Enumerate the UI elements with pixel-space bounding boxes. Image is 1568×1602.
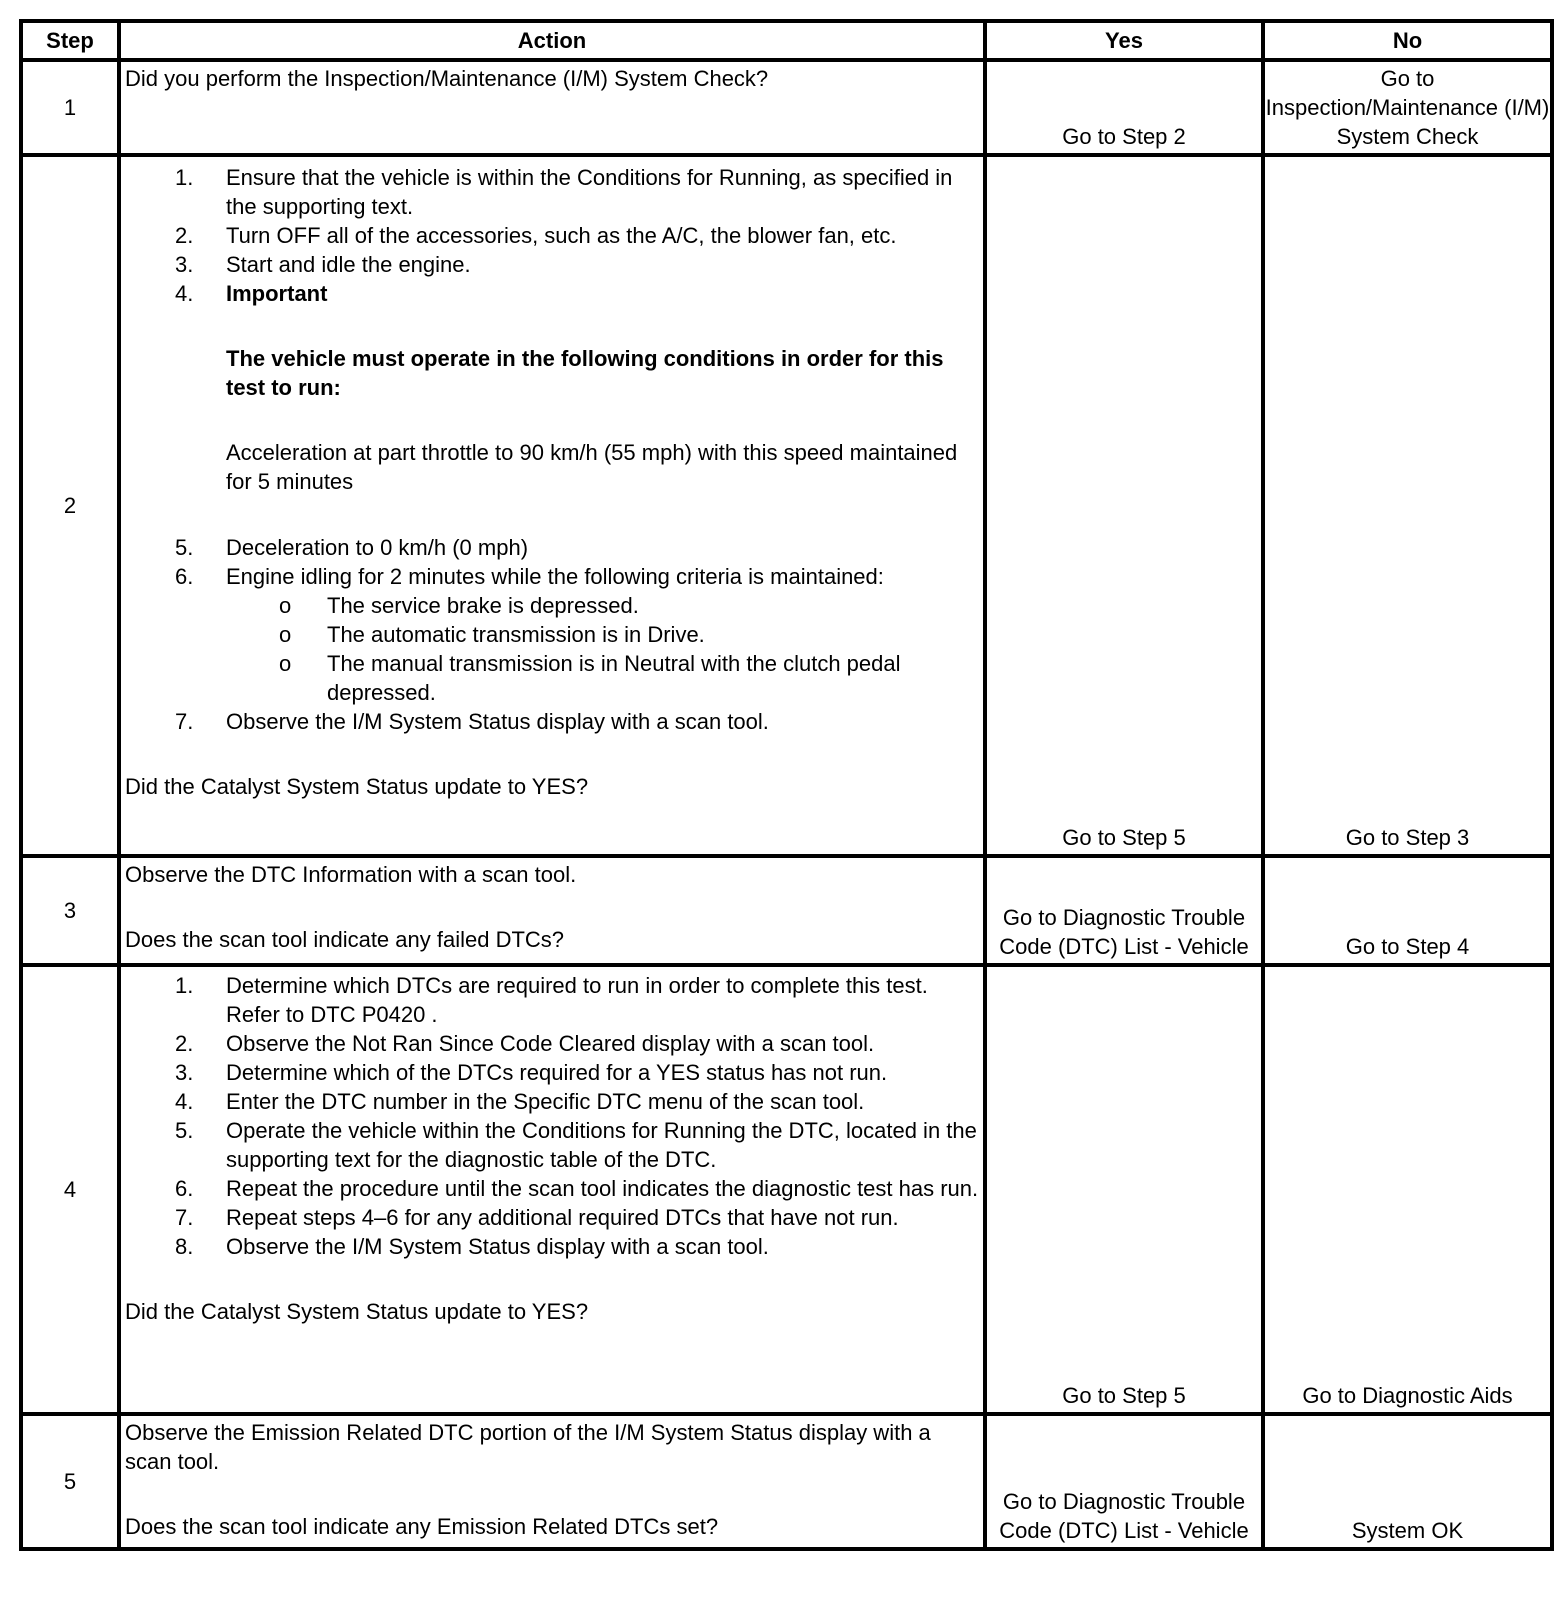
important-detail: Acceleration at part throttle to 90 km/h (55 mph) with this speed maintained for 5 minutes [226, 440, 958, 494]
list-item: 3. Determine which of the DTCs required for a YES status has not run. [175, 1060, 888, 1085]
no-cell: System OK [1263, 1414, 1552, 1549]
no-cell: Go to Step 4 [1263, 856, 1552, 965]
list-item: 2. Turn OFF all of the accessories, such as the A/C, the blower fan, etc. [175, 223, 897, 248]
list-item: 6. Engine idling for 2 minutes while the following criteria is maintained: o The service brake is depressed. o The automatic transmission is in Drive. o The manual transmission is in Neutral with the clutch pedal depressed. [125, 562, 979, 707]
list-item: 7. Repeat steps 4–6 for any additional required DTCs that have not run. [175, 1205, 899, 1230]
action-instruction: Observe the DTC Information with a scan tool. [125, 862, 577, 887]
step-number: 5 [21, 1414, 119, 1549]
list-item: 6. Repeat the procedure until the scan tool indicates the diagnostic test has run. [175, 1176, 979, 1201]
action-question: Does the scan tool indicate any Emission Related DTCs set? [125, 1514, 719, 1539]
list-item: 2. Observe the Not Ran Since Code Cleared display with a scan tool. [175, 1031, 875, 1056]
action-question: Did the Catalyst System Status update to YES? [125, 774, 589, 799]
criteria-list [226, 591, 979, 707]
action-question: Did you perform the Inspection/Maintenance (I/M) System Check? [125, 66, 769, 91]
procedure-list [125, 163, 979, 736]
table-row [21, 856, 1552, 965]
table-row [21, 60, 1552, 155]
action-cell [119, 60, 985, 155]
list-item: 4. Enter the DTC number in the Specific DTC menu of the scan tool. [175, 1089, 865, 1114]
important-note: The vehicle must operate in the following conditions in order for this test to run: [226, 346, 944, 400]
list-item: 4. Important The vehicle must operate in the following conditions in order for this test to run: Acceleration at part throttle to 90 km/h (55 mph) with this speed maintained for 5 minutes [125, 279, 979, 496]
yes-cell: Go to Diagnostic Trouble Code (DTC) List - Vehicle [985, 1414, 1263, 1549]
header-step: Step [21, 21, 119, 60]
list-item: 3. Start and idle the engine. [175, 252, 471, 277]
table-row [21, 1414, 1552, 1549]
diagnostic-table [19, 19, 1554, 1551]
action-cell [119, 965, 985, 1414]
action-cell [119, 1414, 985, 1549]
header-action: Action [119, 21, 985, 60]
action-question: Does the scan tool indicate any failed DTCs? [125, 927, 565, 952]
table-row [21, 155, 1552, 856]
important-label: Important [226, 281, 328, 306]
step-number: 3 [21, 856, 119, 965]
list-item: 1. Ensure that the vehicle is within the Conditions for Running, as specified in the supporting text. [175, 165, 953, 219]
no-cell: Go to Step 3 [1263, 155, 1552, 856]
action-question: Did the Catalyst System Status update to YES? [125, 1299, 589, 1324]
header-no: No [1263, 21, 1552, 60]
header-yes: Yes [985, 21, 1263, 60]
yes-cell: Go to Diagnostic Trouble Code (DTC) List - Vehicle [985, 856, 1263, 965]
yes-cell: Go to Step 2 [985, 60, 1263, 155]
action-cell [119, 155, 985, 856]
no-cell: Go to Inspection/Maintenance (I/M) System Check [1263, 60, 1552, 155]
list-item: 8. Observe the I/M System Status display with a scan tool. [175, 1234, 769, 1259]
list-item: o The automatic transmission is in Drive. [279, 622, 705, 647]
list-item: o The manual transmission is in Neutral with the clutch pedal depressed. [279, 651, 901, 705]
no-cell: Go to Diagnostic Aids [1263, 965, 1552, 1414]
list-item: 5. Deceleration to 0 km/h (0 mph) [175, 535, 529, 560]
list-item: o The service brake is depressed. [279, 593, 639, 618]
table-row [21, 965, 1552, 1414]
list-item: 5. Operate the vehicle within the Conditions for Running the DTC, located in the supporting text for the diagnostic table of the DTC. [175, 1118, 977, 1172]
list-item: 7. Observe the I/M System Status display with a scan tool. [175, 709, 769, 734]
procedure-list [125, 971, 979, 1261]
step-number: 4 [21, 965, 119, 1414]
action-cell [119, 856, 985, 965]
list-item: 1. Determine which DTCs are required to run in order to complete this test. Refer to DTC P0420 . [175, 973, 928, 1027]
yes-cell: Go to Step 5 [985, 965, 1263, 1414]
yes-cell: Go to Step 5 [985, 155, 1263, 856]
action-instruction: Observe the Emission Related DTC portion of the I/M System Status display with a scan tool. [125, 1420, 931, 1474]
step-number: 2 [21, 155, 119, 856]
header-row [21, 21, 1552, 60]
step-number: 1 [21, 60, 119, 155]
